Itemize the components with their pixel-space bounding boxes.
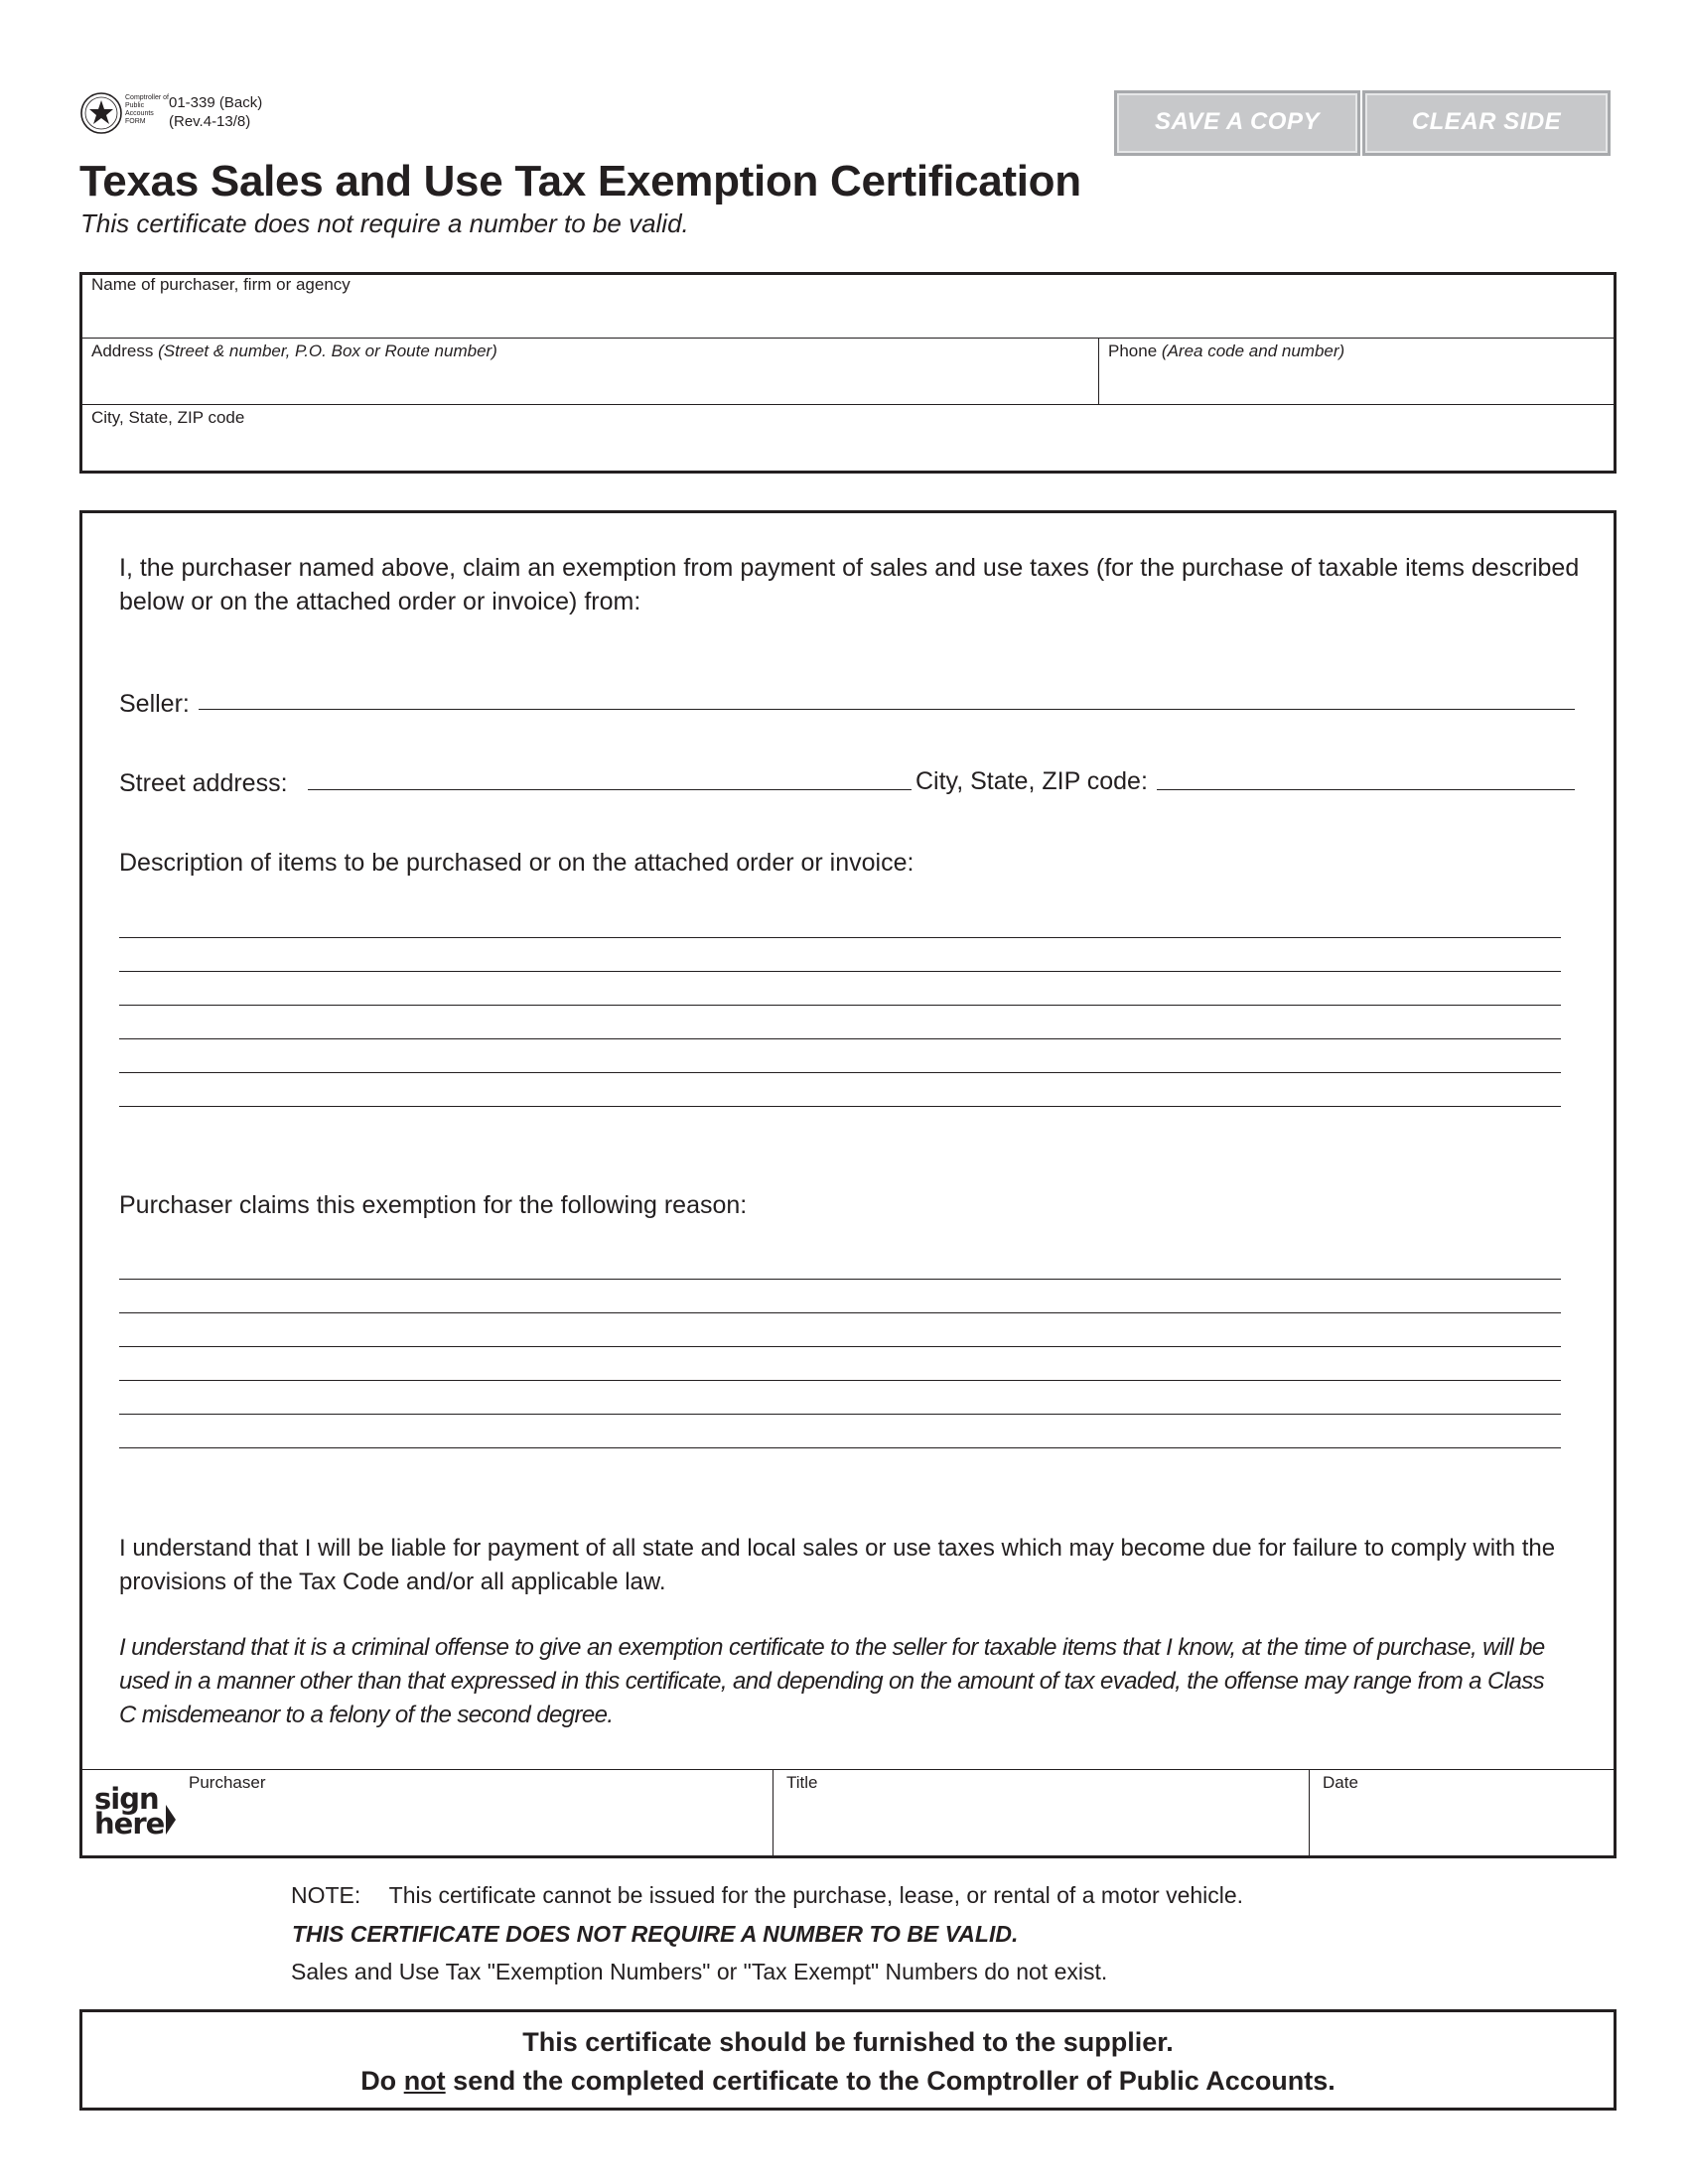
divider [1309, 1770, 1310, 1857]
seller-city-label: City, State, ZIP code: [915, 767, 1148, 795]
liability-statement: I understand that I will be liable for payment of all state and local sales or use taxes which may become due for failure to comply with the provisions of the Tax Code and/or all applicable law. [119, 1535, 1556, 1595]
save-copy-button-label: SAVE A COPY [1155, 108, 1320, 135]
divider [80, 1769, 1616, 1770]
address-hint: (Street & number, P.O. Box or Route number) [158, 341, 497, 360]
footer-not-emphasis: not [403, 2066, 446, 2096]
reason-line[interactable] [119, 1380, 1561, 1381]
date-field[interactable] [1323, 1773, 1613, 1854]
phone-hint: (Area code and number) [1161, 341, 1345, 360]
description-line[interactable] [119, 1106, 1561, 1107]
save-copy-button[interactable] [1114, 90, 1360, 156]
phone-field[interactable] [1108, 341, 1613, 403]
seller-label: Seller: [119, 690, 190, 718]
sign-here-arrow-icon [164, 1803, 178, 1837]
divider [80, 404, 1616, 405]
reason-line[interactable] [119, 1312, 1561, 1313]
reason-line[interactable] [119, 1447, 1561, 1448]
exemption-numbers-notice: Sales and Use Tax "Exemption Numbers" or "Tax Exempt" Numbers do not exist. [291, 1959, 1108, 1984]
title-field[interactable] [786, 1773, 1305, 1854]
clear-side-button-label: CLEAR SIDE [1411, 108, 1562, 135]
street-address-field[interactable] [308, 789, 912, 790]
comptroller-seal-logo [79, 91, 123, 135]
divider [80, 338, 1616, 339]
street-address-label: Street address: [119, 769, 288, 797]
description-line[interactable] [119, 971, 1561, 972]
phone-label: Phone [1108, 341, 1158, 360]
purchaser-name-label: Name of purchaser, firm or agency [91, 275, 351, 294]
page-title: Texas Sales and Use Tax Exemption Certification [79, 157, 1081, 205]
footer-line-1: This certificate should be furnished to the supplier. [522, 2027, 1174, 2057]
footer-line-2-end: send the completed certificate to the Comptroller of Public Accounts. [445, 2066, 1336, 2096]
note-line [291, 1881, 1243, 1909]
purchaser-signature-label: Purchaser [189, 1773, 266, 1792]
purchaser-city-field[interactable] [91, 408, 1611, 470]
footer-line-2-start: Do [360, 2066, 404, 2096]
purchaser-name-field[interactable] [91, 275, 1611, 337]
reason-line[interactable] [119, 1346, 1561, 1347]
reason-label: Purchaser claims this exemption for the following reason: [119, 1191, 748, 1219]
form-number: 01-339 (Back) [169, 94, 263, 111]
claim-intro: I, the purchaser named above, claim an exemption from payment of sales and use taxes (for the purchase of taxable items described below or on the attached order or invoice) from: [119, 554, 1580, 615]
footer-line-2 [82, 2061, 1614, 2101]
reason-line[interactable] [119, 1279, 1561, 1280]
title-label: Title [786, 1773, 818, 1792]
description-line[interactable] [119, 1005, 1561, 1006]
criminal-offense-statement: I understand that it is a criminal offense to give an exemption certificate to the seller for taxable items that I know, at the time of purchase, will be used in a manner other than that expressed in this certificate, and depending on the amount of tax evaded, the offense may range from a Class C misdemeanor to a felony of the second degree. [119, 1634, 1545, 1728]
description-line[interactable] [119, 937, 1561, 938]
sign-here-line2: here [94, 1807, 165, 1841]
date-label: Date [1323, 1773, 1358, 1792]
address-label: Address [91, 341, 154, 360]
form-number-block [169, 93, 262, 131]
note-text: This certificate cannot be issued for the purchase, lease, or rental of a motor vehicle. [388, 1882, 1244, 1908]
purchaser-city-label: City, State, ZIP code [91, 408, 245, 427]
no-number-required-notice: THIS CERTIFICATE DOES NOT REQUIRE A NUMBER TO BE VALID. [292, 1921, 1019, 1947]
description-label: Description of items to be purchased or on the attached order or invoice: [119, 849, 914, 877]
purchaser-signature-field[interactable] [189, 1773, 769, 1854]
form-revision: (Rev.4-13/8) [169, 113, 251, 130]
description-line[interactable] [119, 1038, 1561, 1039]
clear-side-button[interactable] [1362, 90, 1611, 156]
page-subtitle: This certificate does not require a number to be valid. [80, 208, 689, 238]
description-line[interactable] [119, 1072, 1561, 1073]
address-field[interactable] [91, 341, 1094, 403]
footer-instructions-box [79, 2009, 1617, 2111]
note-prefix: NOTE: [291, 1882, 361, 1908]
divider [1098, 339, 1099, 404]
seller-field[interactable] [199, 709, 1575, 710]
divider [773, 1770, 774, 1857]
reason-line[interactable] [119, 1414, 1561, 1415]
sign-here-marker [94, 1782, 165, 1841]
sign-here-line1: sign [94, 1782, 159, 1816]
seal-caption: Comptroller of Public Accounts FORM [125, 94, 169, 125]
seller-city-field[interactable] [1157, 789, 1575, 790]
